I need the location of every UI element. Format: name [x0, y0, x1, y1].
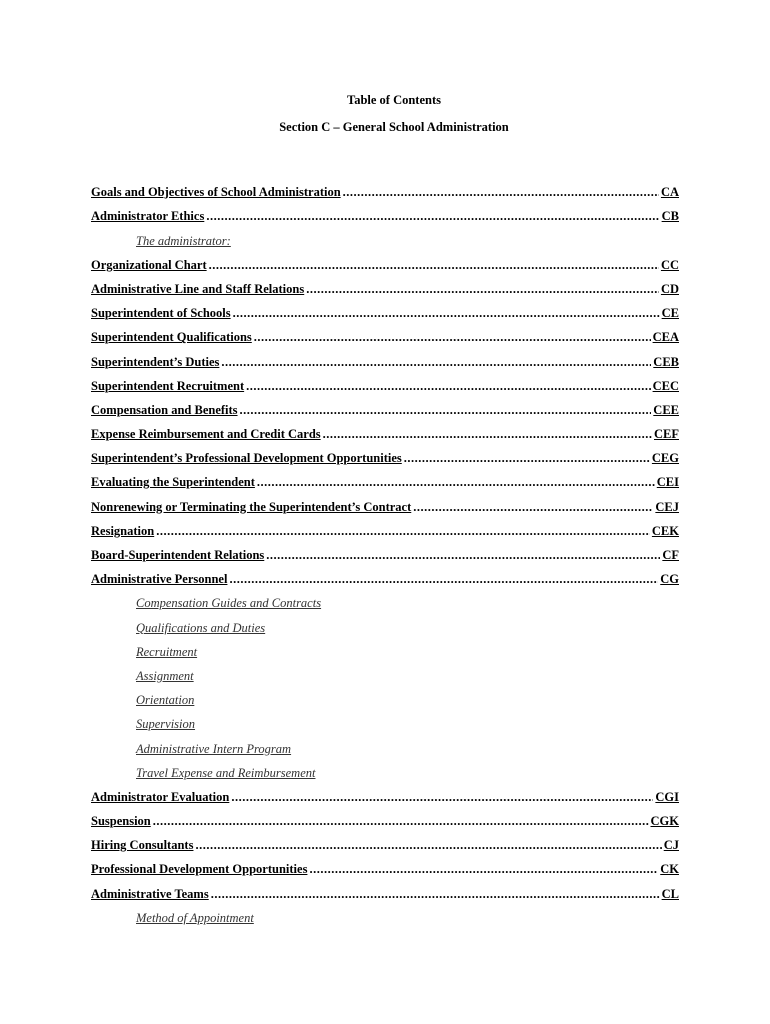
section-subtitle: Section C – General School Administration: [279, 120, 509, 134]
toc-entry-link[interactable]: Expense Reimbursement and Credit Cards: [91, 427, 321, 442]
toc-subentry[interactable]: [91, 757, 679, 781]
toc-subentry-link[interactable]: Administrative Intern Program: [136, 741, 292, 756]
toc-subentry[interactable]: [91, 732, 679, 756]
dot-leader: [206, 208, 659, 224]
toc-subentry[interactable]: [91, 902, 679, 926]
toc-entry-code-link[interactable]: CEA: [652, 330, 679, 345]
toc-entry[interactable]: [91, 321, 679, 345]
toc-entry[interactable]: [91, 781, 679, 805]
toc-entry[interactable]: [91, 877, 679, 901]
toc-entry-code-link[interactable]: CEB: [653, 354, 679, 369]
toc-subentry-link[interactable]: Orientation: [136, 693, 195, 708]
dot-leader: [343, 184, 659, 200]
toc-entry-code-link[interactable]: CK: [660, 862, 679, 877]
toc-subentry[interactable]: [91, 224, 679, 248]
dot-leader: [413, 499, 653, 515]
toc-entry-code-link[interactable]: CB: [661, 209, 679, 224]
toc-entry-link[interactable]: Hiring Consultants: [91, 838, 194, 853]
toc-entry[interactable]: [91, 853, 679, 877]
toc-entry[interactable]: [91, 176, 679, 200]
toc-entry-link[interactable]: Administrative Teams: [91, 886, 209, 901]
toc-entry[interactable]: [91, 805, 679, 829]
toc-entry-code-link[interactable]: CGK: [650, 814, 679, 829]
toc-entry-link[interactable]: Evaluating the Superintendent: [91, 475, 255, 490]
table-of-contents: [91, 176, 679, 926]
toc-entry[interactable]: [91, 297, 679, 321]
toc-entry[interactable]: [91, 273, 679, 297]
toc-entry-link[interactable]: Superintendent’s Professional Development Opportunities: [91, 451, 402, 466]
toc-entry-code-link[interactable]: CEJ: [655, 499, 679, 514]
toc-subentry-link[interactable]: Qualifications and Duties: [136, 620, 266, 635]
dot-leader: [153, 813, 649, 829]
toc-subentry-link[interactable]: The administrator:: [136, 233, 231, 248]
toc-entry-code-link[interactable]: CJ: [663, 838, 679, 853]
toc-entry-link[interactable]: Superintendent of Schools: [91, 306, 231, 321]
toc-entry-link[interactable]: Administrative Line and Staff Relations: [91, 281, 305, 296]
toc-subentry-link[interactable]: Assignment: [136, 668, 194, 683]
page-title: Table of Contents: [347, 93, 441, 107]
toc-subentry[interactable]: [91, 611, 679, 635]
dot-leader: [323, 426, 652, 442]
toc-subentry-link[interactable]: Supervision: [136, 717, 196, 732]
toc-entry-code-link[interactable]: CE: [661, 306, 679, 321]
toc-subentry[interactable]: [91, 587, 679, 611]
dot-leader: [156, 523, 650, 539]
dot-leader: [195, 837, 661, 853]
toc-subentry[interactable]: [91, 708, 679, 732]
dot-leader: [254, 329, 651, 345]
toc-entry-code-link[interactable]: CD: [660, 281, 679, 296]
dot-leader: [209, 257, 659, 273]
toc-entry[interactable]: [91, 345, 679, 369]
dot-leader: [246, 378, 650, 394]
toc-entry-code-link[interactable]: CEC: [652, 378, 679, 393]
toc-subentry[interactable]: [91, 684, 679, 708]
toc-subentry-link[interactable]: Method of Appointment: [136, 910, 254, 925]
toc-entry-code-link[interactable]: CEE: [653, 402, 679, 417]
toc-subentry-link[interactable]: Travel Expense and Reimbursement: [136, 765, 316, 780]
toc-entry-code-link[interactable]: CEI: [656, 475, 679, 490]
toc-entry-link[interactable]: Suspension: [91, 814, 151, 829]
dot-leader: [309, 861, 658, 877]
dot-leader: [229, 571, 658, 587]
toc-entry-code-link[interactable]: CA: [660, 185, 679, 200]
dot-leader: [221, 354, 651, 370]
toc-entry[interactable]: [91, 490, 679, 514]
dot-leader: [211, 886, 660, 902]
toc-entry-code-link[interactable]: CG: [660, 572, 679, 587]
toc-entry-link[interactable]: Board-Superintendent Relations: [91, 548, 265, 562]
dot-leader: [266, 547, 660, 563]
toc-entry[interactable]: [91, 539, 679, 563]
dot-leader: [231, 789, 653, 805]
dot-leader: [240, 402, 652, 418]
toc-entry-link[interactable]: Nonrenewing or Terminating the Superintendent’s Contract: [91, 499, 412, 514]
toc-entry[interactable]: [91, 563, 679, 587]
toc-entry[interactable]: [91, 442, 679, 466]
toc-entry-code-link[interactable]: CEG: [651, 451, 679, 466]
toc-entry-link[interactable]: Administrative Personnel: [91, 572, 228, 587]
toc-entry[interactable]: [91, 200, 679, 224]
toc-entry-code-link[interactable]: CGI: [655, 789, 679, 804]
toc-entry[interactable]: [91, 466, 679, 490]
toc-entry-link[interactable]: Superintendent’s Duties: [91, 354, 220, 369]
toc-entry-link[interactable]: Goals and Objectives of School Administration: [91, 185, 341, 200]
toc-entry[interactable]: [91, 515, 679, 539]
toc-subentry-link[interactable]: Recruitment: [136, 644, 198, 659]
dot-leader: [404, 450, 650, 466]
toc-entry-link[interactable]: Superintendent Qualifications: [91, 330, 252, 345]
toc-entry[interactable]: [91, 418, 679, 442]
toc-entry-code-link[interactable]: CEF: [654, 427, 679, 442]
toc-entry-link[interactable]: Organizational Chart: [91, 257, 207, 272]
toc-entry-link[interactable]: Administrator Evaluation: [91, 789, 230, 804]
toc-entry-link[interactable]: Resignation: [91, 523, 155, 538]
toc-entry[interactable]: [91, 394, 679, 418]
toc-entry-code-link[interactable]: CF: [662, 548, 679, 562]
dot-leader: [257, 474, 655, 490]
dot-leader: [306, 281, 659, 297]
toc-subentry[interactable]: [91, 660, 679, 684]
toc-entry-code-link[interactable]: CEK: [651, 523, 679, 538]
toc-entry-link[interactable]: Superintendent Recruitment: [91, 378, 245, 393]
toc-entry[interactable]: [91, 829, 679, 853]
toc-entry[interactable]: [91, 249, 679, 273]
toc-entry-link[interactable]: Professional Development Opportunities: [91, 862, 308, 877]
toc-entry-link[interactable]: Administrator Ethics: [91, 209, 205, 224]
toc-entry-code-link[interactable]: CC: [660, 257, 679, 272]
toc-entry[interactable]: [91, 370, 679, 394]
toc-entry-code-link[interactable]: CL: [661, 886, 679, 901]
toc-subentry[interactable]: [91, 636, 679, 660]
toc-entry-link[interactable]: Compensation and Benefits: [91, 402, 238, 417]
dot-leader: [233, 305, 660, 321]
toc-subentry-link[interactable]: Compensation Guides and Contracts: [136, 596, 322, 611]
